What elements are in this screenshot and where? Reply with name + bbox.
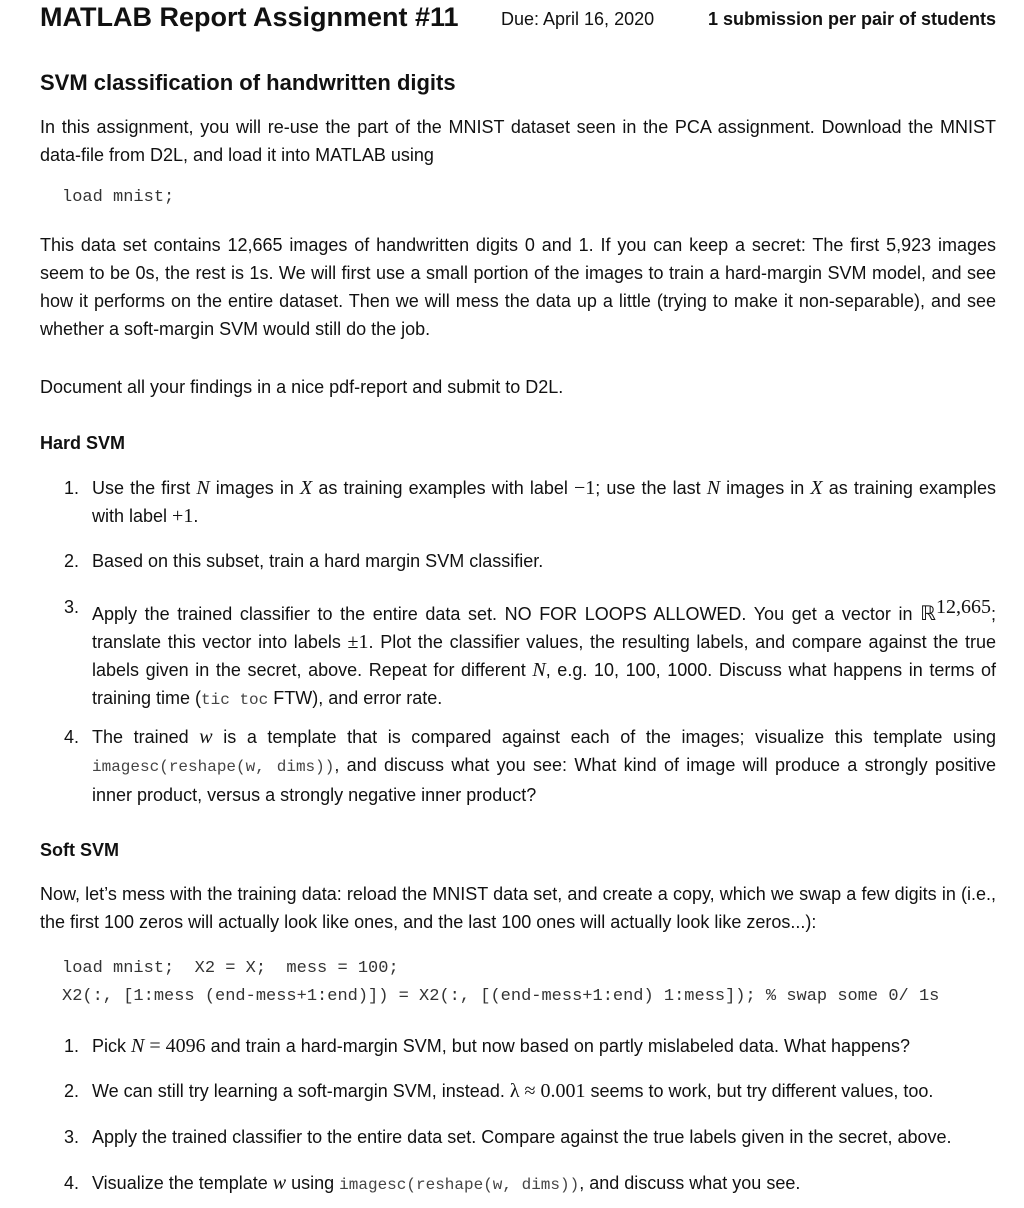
list-item: 1. Pick N = 4096 and train a hard-margin SVM, but now based on partly mislabeled data. What happens? bbox=[64, 1035, 911, 1057]
header bbox=[40, 0, 996, 40]
list-item: 3. Apply the trained classifier to the entire data set. Compare against the true labels given in the secret, above. bbox=[64, 1127, 952, 1147]
list-item: 4. The trained w is a template that is compared against each of the images; visualize this template using imagesc(reshape(w, dims)), and discuss what you see: What kind of image will produce a strongly positive inner product, versus a strongly negative inner product? bbox=[64, 726, 996, 805]
list-item: 1. Use the first N images in X as training examples with label −1; use the last N images in X as training examples with label +1. bbox=[64, 477, 997, 527]
code-load-mnist: load mnist; bbox=[62, 188, 175, 207]
submission-note: 1 submission per pair of students bbox=[707, 9, 996, 29]
soft-svm-intro: Now, let’s mess with the training data: reload the MNIST data set, and create a copy, which we swap a few digits in (i.e., the first 100 zeros will actually look like ones, and the last 100 ones will actually look like zeros...): bbox=[40, 884, 996, 932]
list-item: 2. We can still try learning a soft-margin SVM, instead. λ ≈ 0.001 seems to work, but try different values, too. bbox=[64, 1080, 934, 1102]
list-item: 2. Based on this subset, train a hard margin SVM classifier. bbox=[64, 551, 544, 571]
code-mess-data: load mnist; X2 = X; mess = 100; X2(:, [1:mess (end-mess+1:end)]) = X2(:, [(end-mess+1:end) 1:mess]); % swap some 0/ 1s bbox=[62, 959, 940, 1006]
intro-paragraph-3: Document all your findings in a nice pdf-report and submit to D2L. bbox=[40, 377, 564, 397]
intro-paragraph-2: This data set contains 12,665 images of handwritten digits 0 and 1. If you can keep a secret: The first 5,923 images seem to be 0s, the rest is 1s. We will first use a small portion of the images to train a hard-margin SVM model, and see how it performs on the entire dataset. Then we will mess the data up a little (trying to make it non-separable), and see whether a soft-margin SVM would still do the job. bbox=[40, 235, 996, 339]
due-date: Due: April 16, 2020 bbox=[501, 9, 655, 29]
intro-paragraph-1: In this assignment, you will re-use the part of the MNIST dataset seen in the PCA assignment. Download the MNIST data-file from D2L, and load it into MATLAB using bbox=[40, 117, 996, 165]
section-title: SVM classification of handwritten digits bbox=[40, 70, 456, 95]
list-item: 4. Visualize the template w using imagesc(reshape(w, dims)), and discuss what you see. bbox=[64, 1172, 801, 1194]
page-title: MATLAB Report Assignment #11 bbox=[40, 2, 459, 32]
assignment-page bbox=[40, 0, 997, 1194]
list-item: 3. Apply the trained classifier to the entire data set. NO FOR LOOPS ALLOWED. You get a vector in ℝ$^{12,665}$; translate this vector into labels ±1. Plot the classifier values, the resulting labels, and compare against the true labels given in the secret, above. Repeat for different N, e.g. 10, 100, 1000. Discuss what happens in terms of training time (tic toc FTW), and error rate. bbox=[64, 596, 996, 709]
hard-svm-heading: Hard SVM bbox=[40, 433, 126, 453]
soft-svm-heading: Soft SVM bbox=[40, 840, 119, 860]
